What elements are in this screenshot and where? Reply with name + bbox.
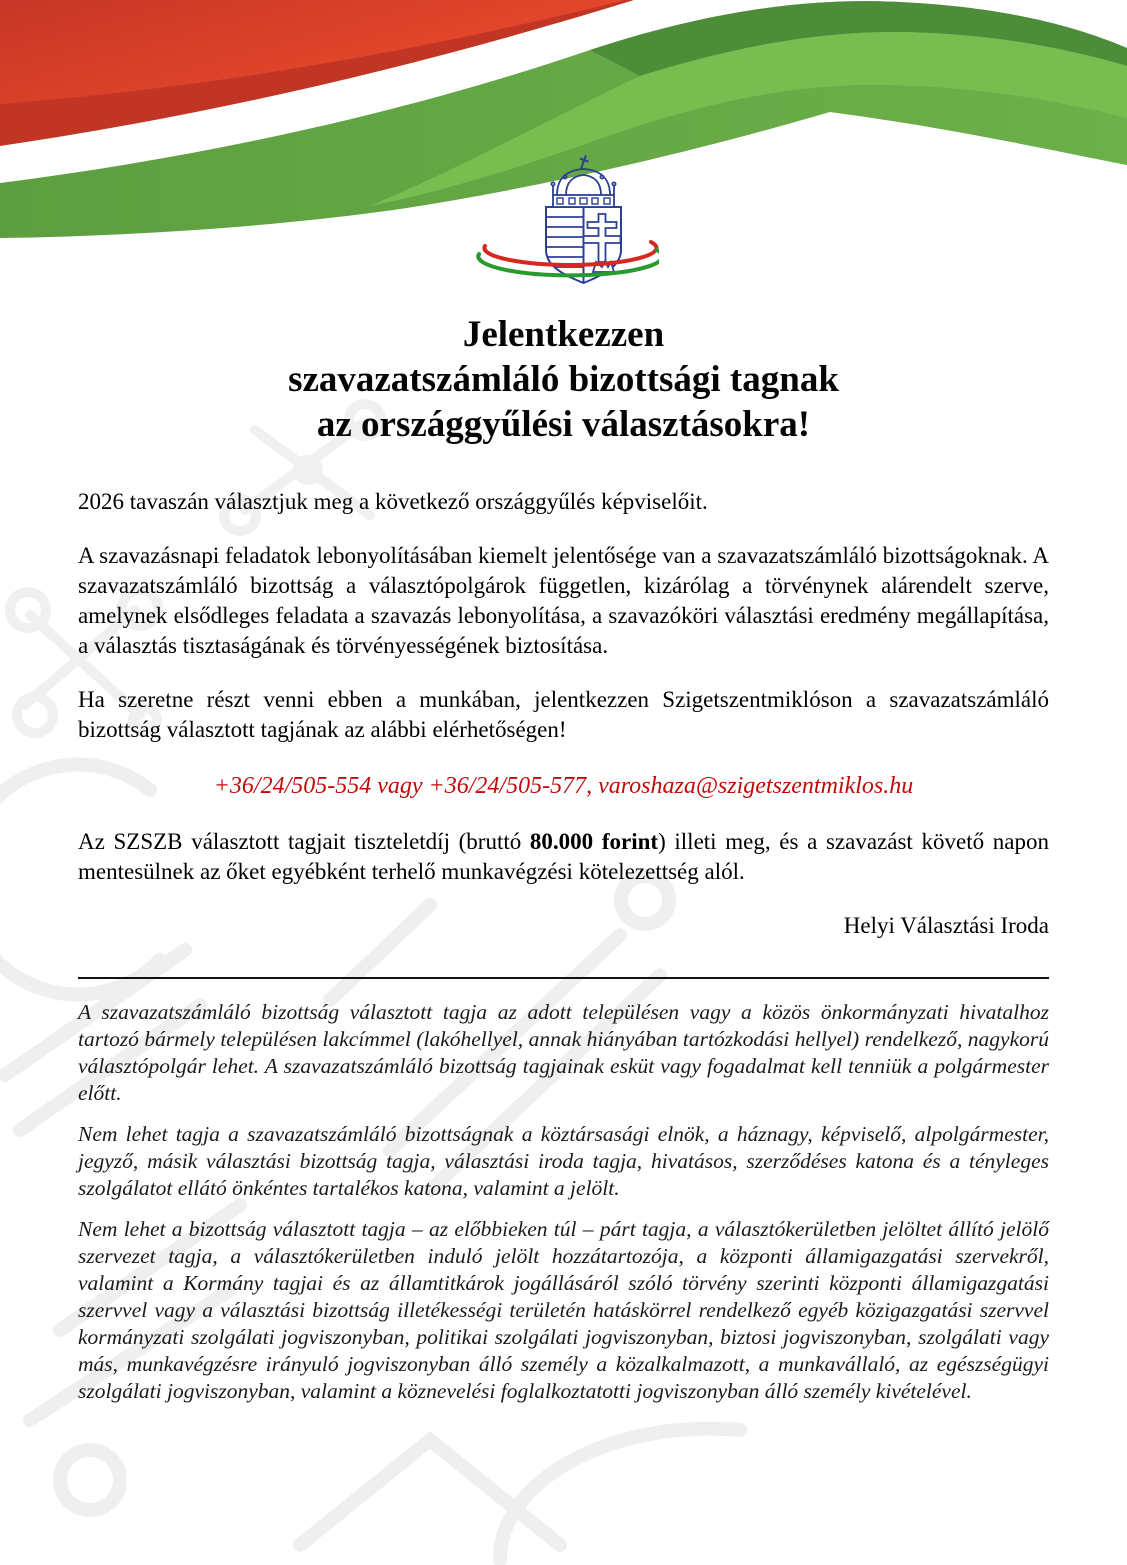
hungarian-coat-of-arms-icon	[469, 150, 659, 290]
footnote-eligibility: A szavazatszámláló bizottság választott tagja az adott településen vagy a közös önkormányzati hivatalhoz tartozó bármely településen lakcímmel (lakóhellyel, annak hiányában tartózkodási hellyel) rendelkező, nagykorú választópolgár lehet. A szavazatszámláló bizottság tagjainak esküt vagy fogadalmat kell tenniük a polgármester előtt.	[78, 1000, 1049, 1105]
logo-container	[78, 150, 1049, 290]
paragraph-apply: Ha szeretne részt venni ebben a munkában, jelentkezzen Szigetszentmiklóson a szavazatszámláló bizottság választott tagjának az alábbi elérhetőségen!	[78, 687, 1049, 742]
honorarium-text-pre: Az SZSZB választott tagjait tiszteletdíj (bruttó	[78, 829, 530, 854]
footnote-exclusions: Nem lehet tagja a szavazatszámláló bizottságnak a köztársasági elnök, a háznagy, képviselő, alpolgármester, jegyző, másik választási bizottság tagja, választási iroda tagja, hivatásos, szerződéses katona és a tényleges szolgálatot ellátó önkéntes tartalékos katona, valamint a jelölt.	[78, 1122, 1049, 1200]
paragraph-honorarium	[78, 827, 1049, 887]
honorarium-amount: 80.000 forint	[529, 829, 659, 854]
title-line-1: Jelentkezzen	[462, 314, 665, 355]
title-line-3: az országgyűlési választásokra!	[316, 404, 811, 445]
title-line-2: szavazatszámláló bizottsági tagnak	[288, 359, 839, 400]
signature-office: Helyi Választási Iroda	[843, 913, 1049, 938]
footnote-further-exclusions: Nem lehet a bizottság választott tagja – az előbbieken túl – párt tagja, a választókerületben jelöltet állító jelölő szervezet tagja, a választókerületben induló jelölt hozzátartozója, a központi államigazgatási szervekről, valamint a Kormány tagjai és az államtitkárok jogállásáról szóló törvény szerinti központi államigazgatási szervvel vagy a választási bizottság illetékességi területén hatáskörrel rendelkező egyéb közigazgatási szervvel kormányzati szolgálati jogviszonyban, politikai szolgálati jogviszonyban, biztosi jogviszonyban, szolgálati vagy más, munkavégzésre irányuló jogviszonyban álló személy a közalkalmazott, a munkavállaló, az egészségügyi szolgálati jogviszonyban, valamint a köznevelési foglalkoztatotti jogviszonyban álló személy kivételével.	[78, 1217, 1049, 1403]
paragraph-intro: 2026 tavaszán választjuk meg a következő országgyűlés képviselőit.	[78, 489, 708, 514]
contact-line: +36/24/505-554 vagy +36/24/505-577, varoshaza@szigetszentmiklos.hu	[213, 773, 914, 799]
divider	[78, 977, 1049, 979]
honorarium-text-post: ) illeti meg, és a szavazást követő napon mentesülnek az őket egyébként terhelő munkavégzési kötelezettség alól.	[78, 829, 1049, 884]
page-title	[78, 312, 1049, 447]
paragraph-committee-role: A szavazásnapi feladatok lebonyolításában kiemelt jelentősége van a szavazatszámláló bizottságoknak. A szavazatszámláló bizottság a választópolgárok független, kizárólag a törvénynek alárendelt szerve, amelynek elsődleges feladata a szavazás lebonyolítása, a szavazóköri választási eredmény megállapítása, a választás tisztaságának és törvényességének biztosítása.	[78, 543, 1049, 658]
